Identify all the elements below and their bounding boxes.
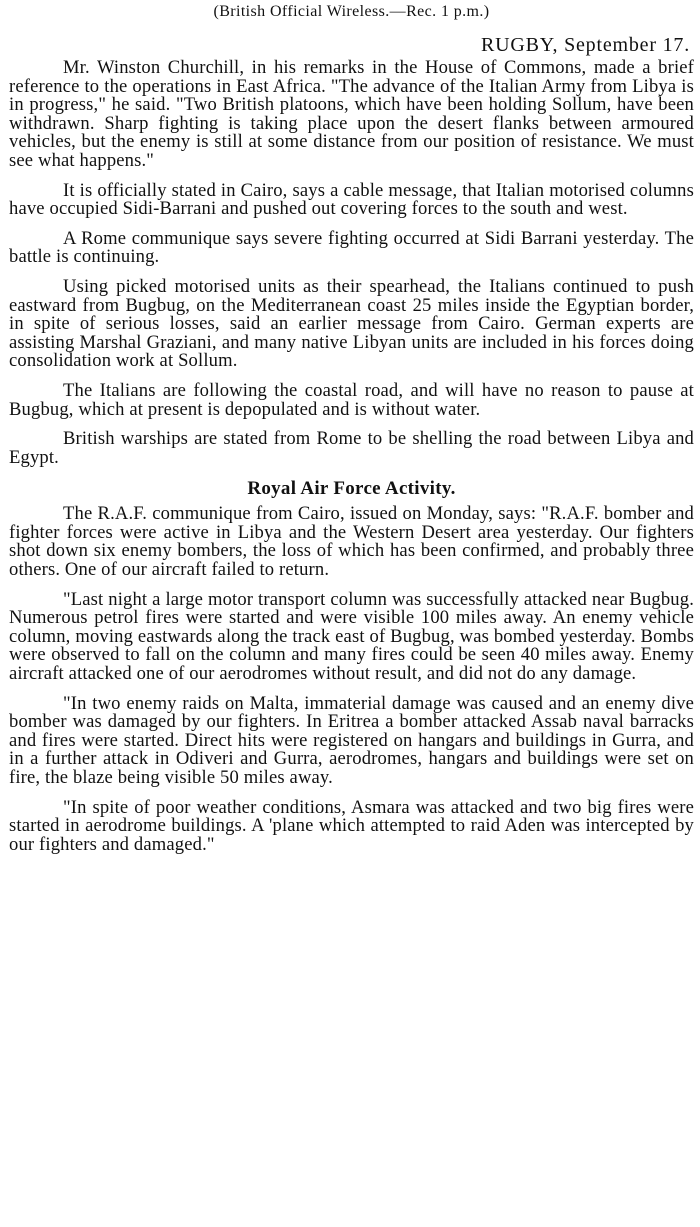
source-line: (British Official Wireless.—Rec. 1 p.m.) [213,3,490,20]
paragraph-churchill: Mr. Winston Churchill, in his remarks in the House of Commons, made a brief reference to the operations in East Africa. "The advance of the Italian Army from Libya is in progress," he said. "Two British platoons, which have been holding Sollum, have been withdrawn. Sharp fighting is taking place upon the desert flanks between armoured vehicles, but the enemy is still at some distance from our position of resistance. We must see what happens." [9,57,694,171]
section-heading: Royal Air Force Activity. [247,478,456,500]
paragraph-motorised-units: Using picked motorised units as their spearhead, the Italians continued to push eastward from Bugbug, on the Mediterranean coast 25 miles inside the Egyptian border, in spite of serious losses, said an earlier message from Cairo. German experts are assisting Marshal Graziani, and many native Libyan units are included in his forces doing consolidation work at Sollum. [9,275,694,372]
paragraph-transport-column: "Last night a large motor transport column was successfully attacked near Bugbug. Numerous petrol fires were started and were visible 100 miles away. An enemy vehicle column, moving eastwards along the track east of Bugbug, was bombed yesterday. Bombs were observed to fall on the column and many fires could be seen 40 miles away. Enemy aircraft attacked one of our aerodromes without result, and did not do any damage. [9,588,694,685]
paragraph-warships: British warships are stated from Rome to be shelling the road between Libya and Egypt. [9,428,694,468]
paragraph-rome-communique: A Rome communique says severe fighting occurred at Sidi Barrani yesterday. The battle is continuing. [9,227,694,268]
paragraph-asmara-aden: "In spite of poor weather conditions, Asmara was attacked and two big fires were started in aerodrome buildings. A 'plane which attempted to raid Aden was intercepted by our fighters and damaged." [9,796,694,855]
dateline: RUGBY, September 17. [481,34,690,56]
paragraph-raf-communique: The R.A.F. communique from Cairo, issued on Monday, says: "R.A.F. bomber and fighter forces were active in Libya and the Western Desert area yesterday. Our fighters shot down six enemy bombers, the loss of which has been confirmed, and probably three others. One of our aircraft failed to return. [9,503,694,581]
paragraph-malta-eritrea: "In two enemy raids on Malta, immaterial damage was caused and an enemy dive bomber was damaged by our fighters. In Eritrea a bomber attacked Assab naval barracks and fires were started. Direct hits were registered on hangars and buildings in Gurra, and in a further attack in Odiveri and Gurra, aerodromes, hangars and buildings were set on fire, the blaze being visible 50 miles away. [9,692,694,788]
paragraph-coastal-road: The Italians are following the coastal road, and will have no reason to pause at Bugbug, which at present is depopulated and is without water. [9,379,694,420]
paragraph-cairo-statement: It is officially stated in Cairo, says a cable message, that Italian motorised columns have occupied Sidi-Barrani and pushed out covering forces to the south and west. [9,179,694,220]
